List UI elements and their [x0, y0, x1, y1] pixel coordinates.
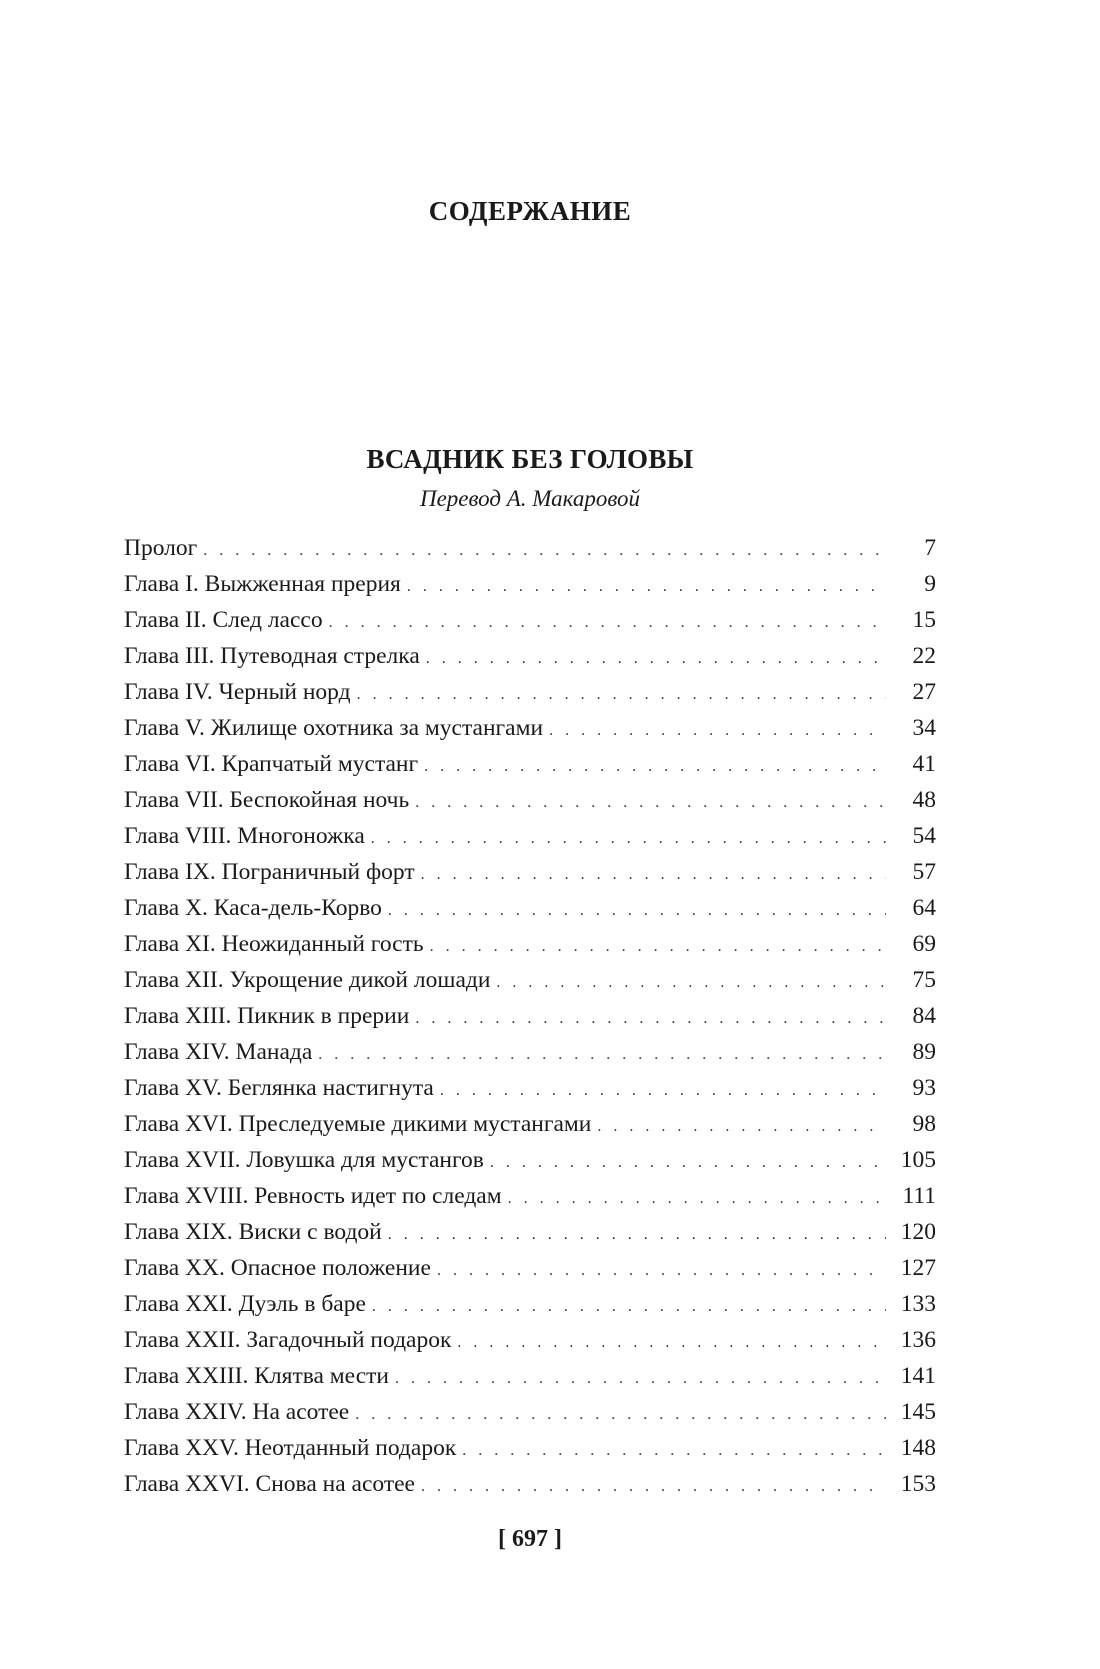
toc-entry-title: Глава XXVI. Снова на асотее [124, 1471, 415, 1497]
toc-entry-page: 22 [912, 643, 936, 669]
dot-leader [421, 857, 886, 893]
toc-entry-title: Глава XIX. Виски с водой [124, 1219, 382, 1245]
toc-entry[interactable] [124, 962, 936, 998]
dot-leader [421, 1469, 886, 1505]
toc-entry-title: Глава XVI. Преследуемые дикими мустангами [124, 1111, 592, 1137]
toc-entry-page: 148 [900, 1435, 936, 1461]
toc-entry-title: Глава XXIV. На асотее [124, 1399, 350, 1425]
toc-entry-title: Глава XII. Укрощение дикой лошади [124, 967, 491, 993]
toc-entry-page: 93 [912, 1075, 936, 1101]
toc-entry[interactable] [124, 1358, 936, 1394]
toc-entry-title: Глава V. Жилище охотника за мустангами [124, 715, 544, 741]
toc-entry-page: 141 [900, 1363, 936, 1389]
toc-entry-title: Глава XXV. Неотданный подарок [124, 1435, 457, 1461]
toc-entry-page: 111 [902, 1183, 936, 1209]
toc-entry-page: 9 [924, 571, 936, 597]
toc-entry-page: 54 [912, 823, 936, 849]
toc-entry-page: 34 [912, 715, 936, 741]
toc-entry-page: 41 [912, 751, 936, 777]
toc-entry-title: Глава IX. Пограничный форт [124, 859, 415, 885]
toc-entry-title: Глава X. Каса-дель-Корво [124, 895, 382, 921]
toc-entry-page: 7 [924, 535, 936, 561]
toc-entry-title: Глава III. Путеводная стрелка [124, 643, 420, 669]
dot-leader [597, 1109, 886, 1145]
table-of-contents [124, 530, 936, 1502]
toc-entry-title: Глава XI. Неожиданный гость [124, 931, 424, 957]
toc-entry-title: Глава XVIII. Ревность идет по следам [124, 1183, 502, 1209]
dot-leader [415, 785, 886, 821]
dot-leader [357, 677, 886, 713]
toc-entry[interactable] [124, 1286, 936, 1322]
dot-leader [440, 1073, 886, 1109]
toc-entry-title: Глава VI. Крапчатый мустанг [124, 751, 419, 777]
dot-leader [371, 821, 886, 857]
toc-entry-title: Глава XXIII. Клятва мести [124, 1363, 389, 1389]
dot-leader [426, 641, 886, 677]
toc-entry-title: Глава XX. Опасное положение [124, 1255, 431, 1281]
dot-leader [424, 749, 886, 785]
toc-entry-title: Глава VIII. Многоножка [124, 823, 365, 849]
toc-entry-page: 48 [912, 787, 936, 813]
dot-leader [490, 1145, 886, 1181]
toc-entry-page: 136 [900, 1327, 936, 1353]
dot-leader [462, 1433, 886, 1469]
dot-leader [430, 929, 886, 965]
toc-entry[interactable] [124, 1106, 936, 1142]
toc-entry[interactable] [124, 1178, 936, 1214]
toc-entry[interactable] [124, 1250, 936, 1286]
dot-leader [388, 893, 886, 929]
dot-leader [508, 1181, 886, 1217]
toc-entry[interactable] [124, 746, 936, 782]
toc-entry-title: Глава XIII. Пикник в прерии [124, 1003, 410, 1029]
dot-leader [355, 1397, 886, 1433]
toc-entry[interactable] [124, 602, 936, 638]
toc-entry[interactable] [124, 566, 936, 602]
toc-entry-title: Глава XXI. Дуэль в баре [124, 1291, 366, 1317]
toc-entry-page: 105 [900, 1147, 936, 1173]
toc-entry-title: Пролог [124, 535, 198, 561]
toc-entry-page: 127 [900, 1255, 936, 1281]
translator-credit: Перевод А. Макаровой [419, 486, 641, 511]
toc-entry[interactable] [124, 1034, 936, 1070]
toc-entry-title: Глава XIV. Манада [124, 1039, 313, 1065]
toc-entry-page: 69 [912, 931, 936, 957]
toc-entry-title: Глава I. Выжженная прерия [124, 571, 401, 597]
dot-leader [388, 1217, 886, 1253]
toc-entry-page: 153 [900, 1471, 936, 1497]
toc-entry-title: Глава XVII. Ловушка для мустангов [124, 1147, 484, 1173]
dot-leader [407, 569, 886, 605]
toc-entry[interactable] [124, 1394, 936, 1430]
toc-entry-title: Глава II. След лассо [124, 607, 323, 633]
dot-leader [395, 1361, 886, 1397]
toc-entry[interactable] [124, 1070, 936, 1106]
dot-leader [203, 533, 886, 569]
toc-entry[interactable] [124, 782, 936, 818]
toc-entry[interactable] [124, 530, 936, 566]
toc-entry[interactable] [124, 854, 936, 890]
dot-leader [457, 1325, 886, 1361]
toc-entry-page: 98 [912, 1111, 936, 1137]
dot-leader [549, 713, 886, 749]
toc-entry-page: 145 [900, 1399, 936, 1425]
toc-entry-title: Глава XXII. Загадочный подарок [124, 1327, 452, 1353]
toc-entry-title: Глава XV. Беглянка настигнута [124, 1075, 434, 1101]
toc-entry[interactable] [124, 674, 936, 710]
toc-entry-page: 64 [912, 895, 936, 921]
toc-entry-page: 84 [912, 1003, 936, 1029]
toc-entry[interactable] [124, 926, 936, 962]
page-number: [ 697 ] [498, 1526, 562, 1552]
toc-entry-title: Глава VII. Беспокойная ночь [124, 787, 410, 813]
toc-entry[interactable] [124, 1142, 936, 1178]
toc-entry[interactable] [124, 638, 936, 674]
toc-entry-page: 120 [900, 1219, 936, 1245]
toc-entry-page: 27 [912, 679, 936, 705]
toc-entry[interactable] [124, 1430, 936, 1466]
toc-entry[interactable] [124, 1214, 936, 1250]
toc-entry-page: 15 [912, 607, 936, 633]
dot-leader [318, 1037, 886, 1073]
toc-entry[interactable] [124, 998, 936, 1034]
page-title: СОДЕРЖАНИЕ [428, 196, 632, 227]
toc-entry[interactable] [124, 1466, 936, 1502]
toc-entry[interactable] [124, 890, 936, 926]
toc-entry-page: 57 [912, 859, 936, 885]
dot-leader [415, 1001, 886, 1037]
book-title: ВСАДНИК БЕЗ ГОЛОВЫ [366, 444, 694, 474]
dot-leader [372, 1289, 886, 1325]
dot-leader [437, 1253, 886, 1289]
toc-entry-page: 133 [900, 1291, 936, 1317]
toc-entry-title: Глава IV. Черный норд [124, 679, 351, 705]
toc-entry-page: 89 [912, 1039, 936, 1065]
toc-entry[interactable] [124, 710, 936, 746]
dot-leader [496, 965, 886, 1001]
toc-entry[interactable] [124, 1322, 936, 1358]
toc-entry[interactable] [124, 818, 936, 854]
toc-entry-page: 75 [912, 967, 936, 993]
dot-leader [329, 605, 886, 641]
